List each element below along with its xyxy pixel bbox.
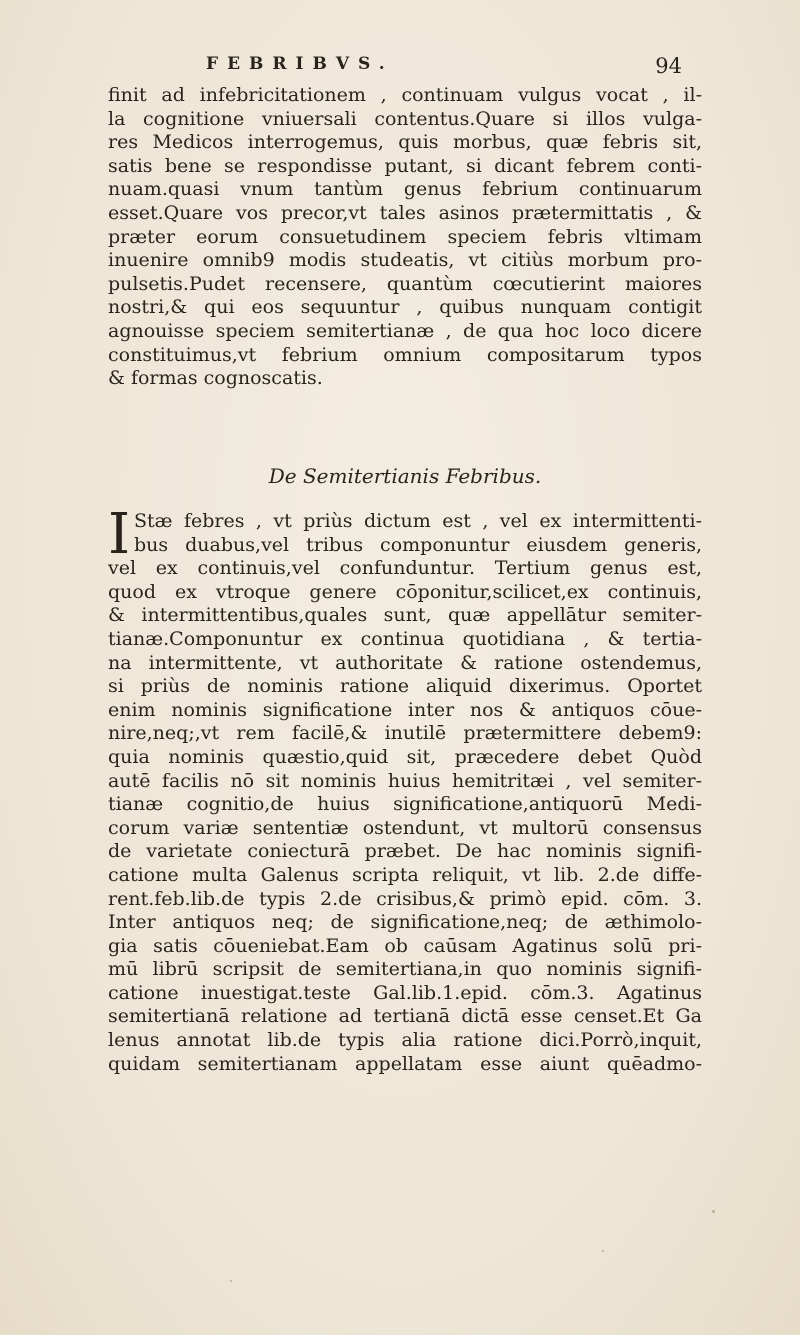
text-line: lenus annotat lib.de typis alia ratione dici.Porrò,inquit,: [108, 1029, 702, 1052]
text-line: bus duabus,vel tribus componuntur eiusdem generis,: [134, 533, 702, 556]
text-line: catione inuestigat.teste Gal.lib.1.epid. cōm.3. Agatinus: [108, 981, 702, 1004]
text-line: si priùs de nominis ratione aliquid dixerimus. Oportet: [108, 675, 702, 698]
text-line: esset.Quare vos precor,vt tales asinos prætermittatis , &: [108, 201, 702, 224]
drop-cap: I: [108, 502, 131, 567]
paper-speck: [230, 1280, 232, 1282]
text-line: de varietate coniecturā præbet. De hac nominis signifi-: [108, 840, 702, 863]
text-line: & formas cognoscatis.: [108, 367, 323, 390]
text-line: & intermittentibus,quales sunt, quæ appellātur semiter-: [108, 604, 702, 627]
running-head: FEBRIBVS.: [206, 54, 394, 74]
text-line: res Medicos interrogemus, quis morbus, quæ febris sit,: [108, 131, 702, 154]
paragraph-1: [108, 84, 702, 391]
text-line: enim nominis significatione inter nos & antiquos cōue-: [108, 698, 702, 721]
text-line: autē facilis nō sit nominis huius hemitritæi , vel semiter-: [108, 769, 702, 792]
text-line: rent.feb.lib.de typis 2.de crisibus,& primò epid. cōm. 3.: [108, 887, 702, 910]
text-line: agnouisse speciem semitertianæ , de qua hoc loco dicere: [108, 319, 702, 342]
text-line: quia nominis quæstio,quid sit, præcedere debet Quòd: [108, 745, 702, 768]
paragraph-2: [108, 502, 702, 1076]
text-line: nostri,& qui eos sequuntur , quibus nunquam contigit: [108, 296, 702, 319]
text-line: quod ex vtroque genere cōponitur,scilicet,ex continuis,: [108, 580, 702, 603]
page-header: [108, 52, 702, 82]
text-line: gia satis cōueniebat.Eam ob caūsam Agatinus solū pri-: [108, 934, 702, 957]
text-line: quidam semitertianam appellatam esse aiunt quēadmo-: [108, 1052, 702, 1075]
text-line: mū librū scripsit de semitertiana,in quo nominis signifi-: [108, 958, 702, 981]
text-line: inuenire omnib9 modis studeatis, vt citiùs morbum pro-: [108, 249, 702, 272]
paper-speck: [602, 1250, 604, 1252]
text-line: pulsetis.Pudet recensere, quantùm cœcutierint maiores: [108, 272, 702, 295]
text-line: satis bene se respondisse putant, si dicant febrem conti-: [108, 154, 702, 177]
text-line: vel ex continuis,vel confunduntur. Tertium genus est,: [108, 557, 702, 580]
text-line: semitertianā relatione ad tertianā dictā esse censet.Et Ga: [108, 1005, 702, 1028]
text-line: catione multa Galenus scripta reliquit, vt lib. 2.de diffe-: [108, 863, 702, 886]
text-line: Inter antiquos neq; de significatione,neq; de æthimolo-: [108, 911, 702, 934]
text-line: tianæ.Componuntur ex continua quotidiana , & tertia-: [108, 627, 702, 650]
page-number: 94: [655, 54, 682, 78]
text-line: na intermittente, vt authoritate & ratione ostendemus,: [108, 651, 702, 674]
text-line: nire,neq;,vt rem facilē,& inutilē prætermittere debem9:: [108, 722, 702, 745]
text-line: præter eorum consuetudinem speciem febris vltimam: [108, 225, 702, 248]
text-line: nuam.quasi vnum tantùm genus febrium continuarum: [108, 178, 702, 201]
section-heading: De Semitertianis Febribus.: [268, 464, 542, 488]
text-line: finit ad infebricitationem , continuam vulgus vocat , il-: [108, 84, 702, 106]
text-line: tianæ cognitio,de huius significatione,antiquorū Medi-: [108, 793, 702, 816]
paper-speck: [712, 1210, 715, 1213]
text-line: corum variæ sententiæ ostendunt, vt multorū consensus: [108, 816, 702, 839]
text-line: Stæ febres , vt priùs dictum est , vel ex intermittenti-: [134, 510, 702, 532]
text-line: la cognitione vniuersali contentus.Quare si illos vulga-: [108, 107, 702, 130]
text-line: constituimus,vt febrium omnium compositarum typos: [108, 343, 702, 366]
